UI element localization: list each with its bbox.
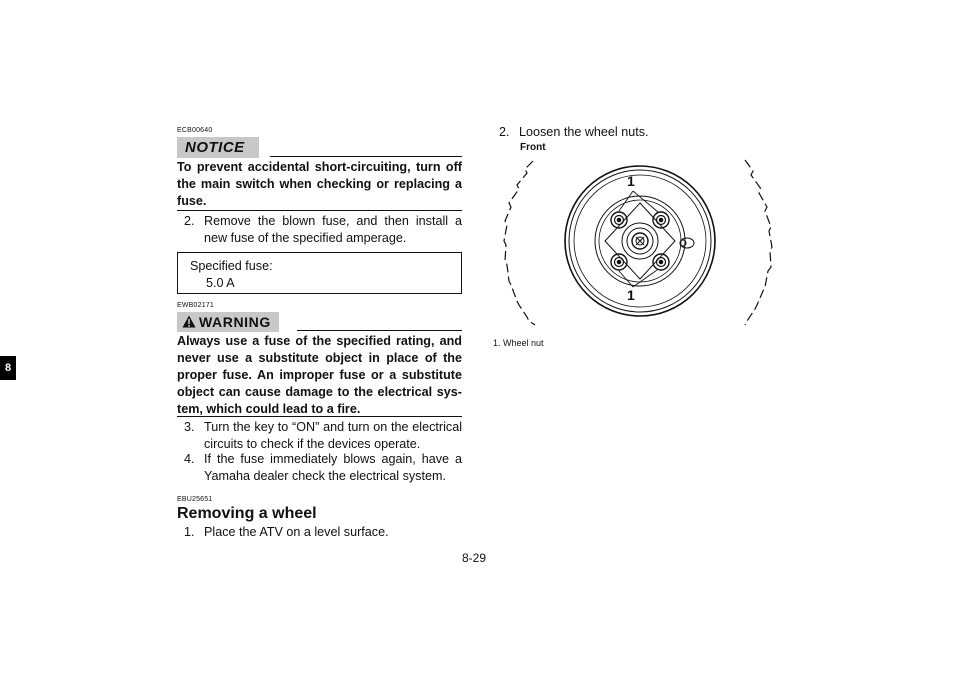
section-step-1-text: Place the ATV on a level surface. [204,525,389,539]
hub-plate [605,203,675,279]
section-heading: Removing a wheel [177,505,317,522]
step-4 [184,451,462,484]
right-step-2-text: Loosen the wheel nuts. [519,125,649,139]
notice-code: ECB00640 [177,127,213,134]
tire-tread-left [504,161,535,325]
right-step-2-number: 2. [499,125,510,139]
page-number: 8-29 [462,551,487,565]
warning-label-text: WARNING [199,314,271,330]
warning-rule-bottom [177,416,462,417]
step-3-number: 3. [184,420,195,434]
wheel-illustration [495,155,795,330]
step-4-text: If the fuse immediately blows again, have a Yamaha dealer check the electrical system. [204,452,462,483]
tire-tread-right [745,160,772,325]
warning-triangle-icon [182,315,196,328]
notice-rule-bottom [177,210,462,211]
spec-box [177,252,462,294]
section-step-1-number: 1. [184,525,195,539]
notice-label: NOTICE [177,137,259,158]
step-3 [184,419,462,452]
chapter-tab: 8 [0,356,16,380]
figure-legend: 1. Wheel nut [493,338,544,348]
valve-stem [680,238,694,248]
warning-rule-top [297,330,462,331]
spec-value: 5.0 A [206,276,235,290]
step-2 [184,213,462,246]
callout-bottom: 1 [627,287,635,303]
warning-text: Always use a fuse of the specified rating, and never use a substitute object in place of the proper fuse. An improper fuse or a substitute object can cause damage to the electrical sys-tem, which could lead to a fire. [177,334,462,416]
callout-top: 1 [627,173,635,189]
section-step-1 [184,524,462,541]
front-label: Front [520,142,546,153]
notice-rule-top [270,156,462,157]
right-step-2 [499,124,779,141]
notice-text: To prevent accidental short-circuiting, turn off the main switch when checking or replacing a fuse. [177,160,462,208]
step-3-text: Turn the key to “ON” and turn on the electrical circuits to check if the devices operate. [204,420,462,451]
step-4-number: 4. [184,452,195,466]
step-2-text: Remove the blown fuse, and then install a new fuse of the specified amperage. [204,214,462,245]
section-code: EBU25651 [177,496,213,503]
warning-code: EWB02171 [177,302,215,309]
spec-label: Specified fuse: [190,259,273,273]
step-2-number: 2. [184,214,195,228]
warning-label [177,312,279,332]
